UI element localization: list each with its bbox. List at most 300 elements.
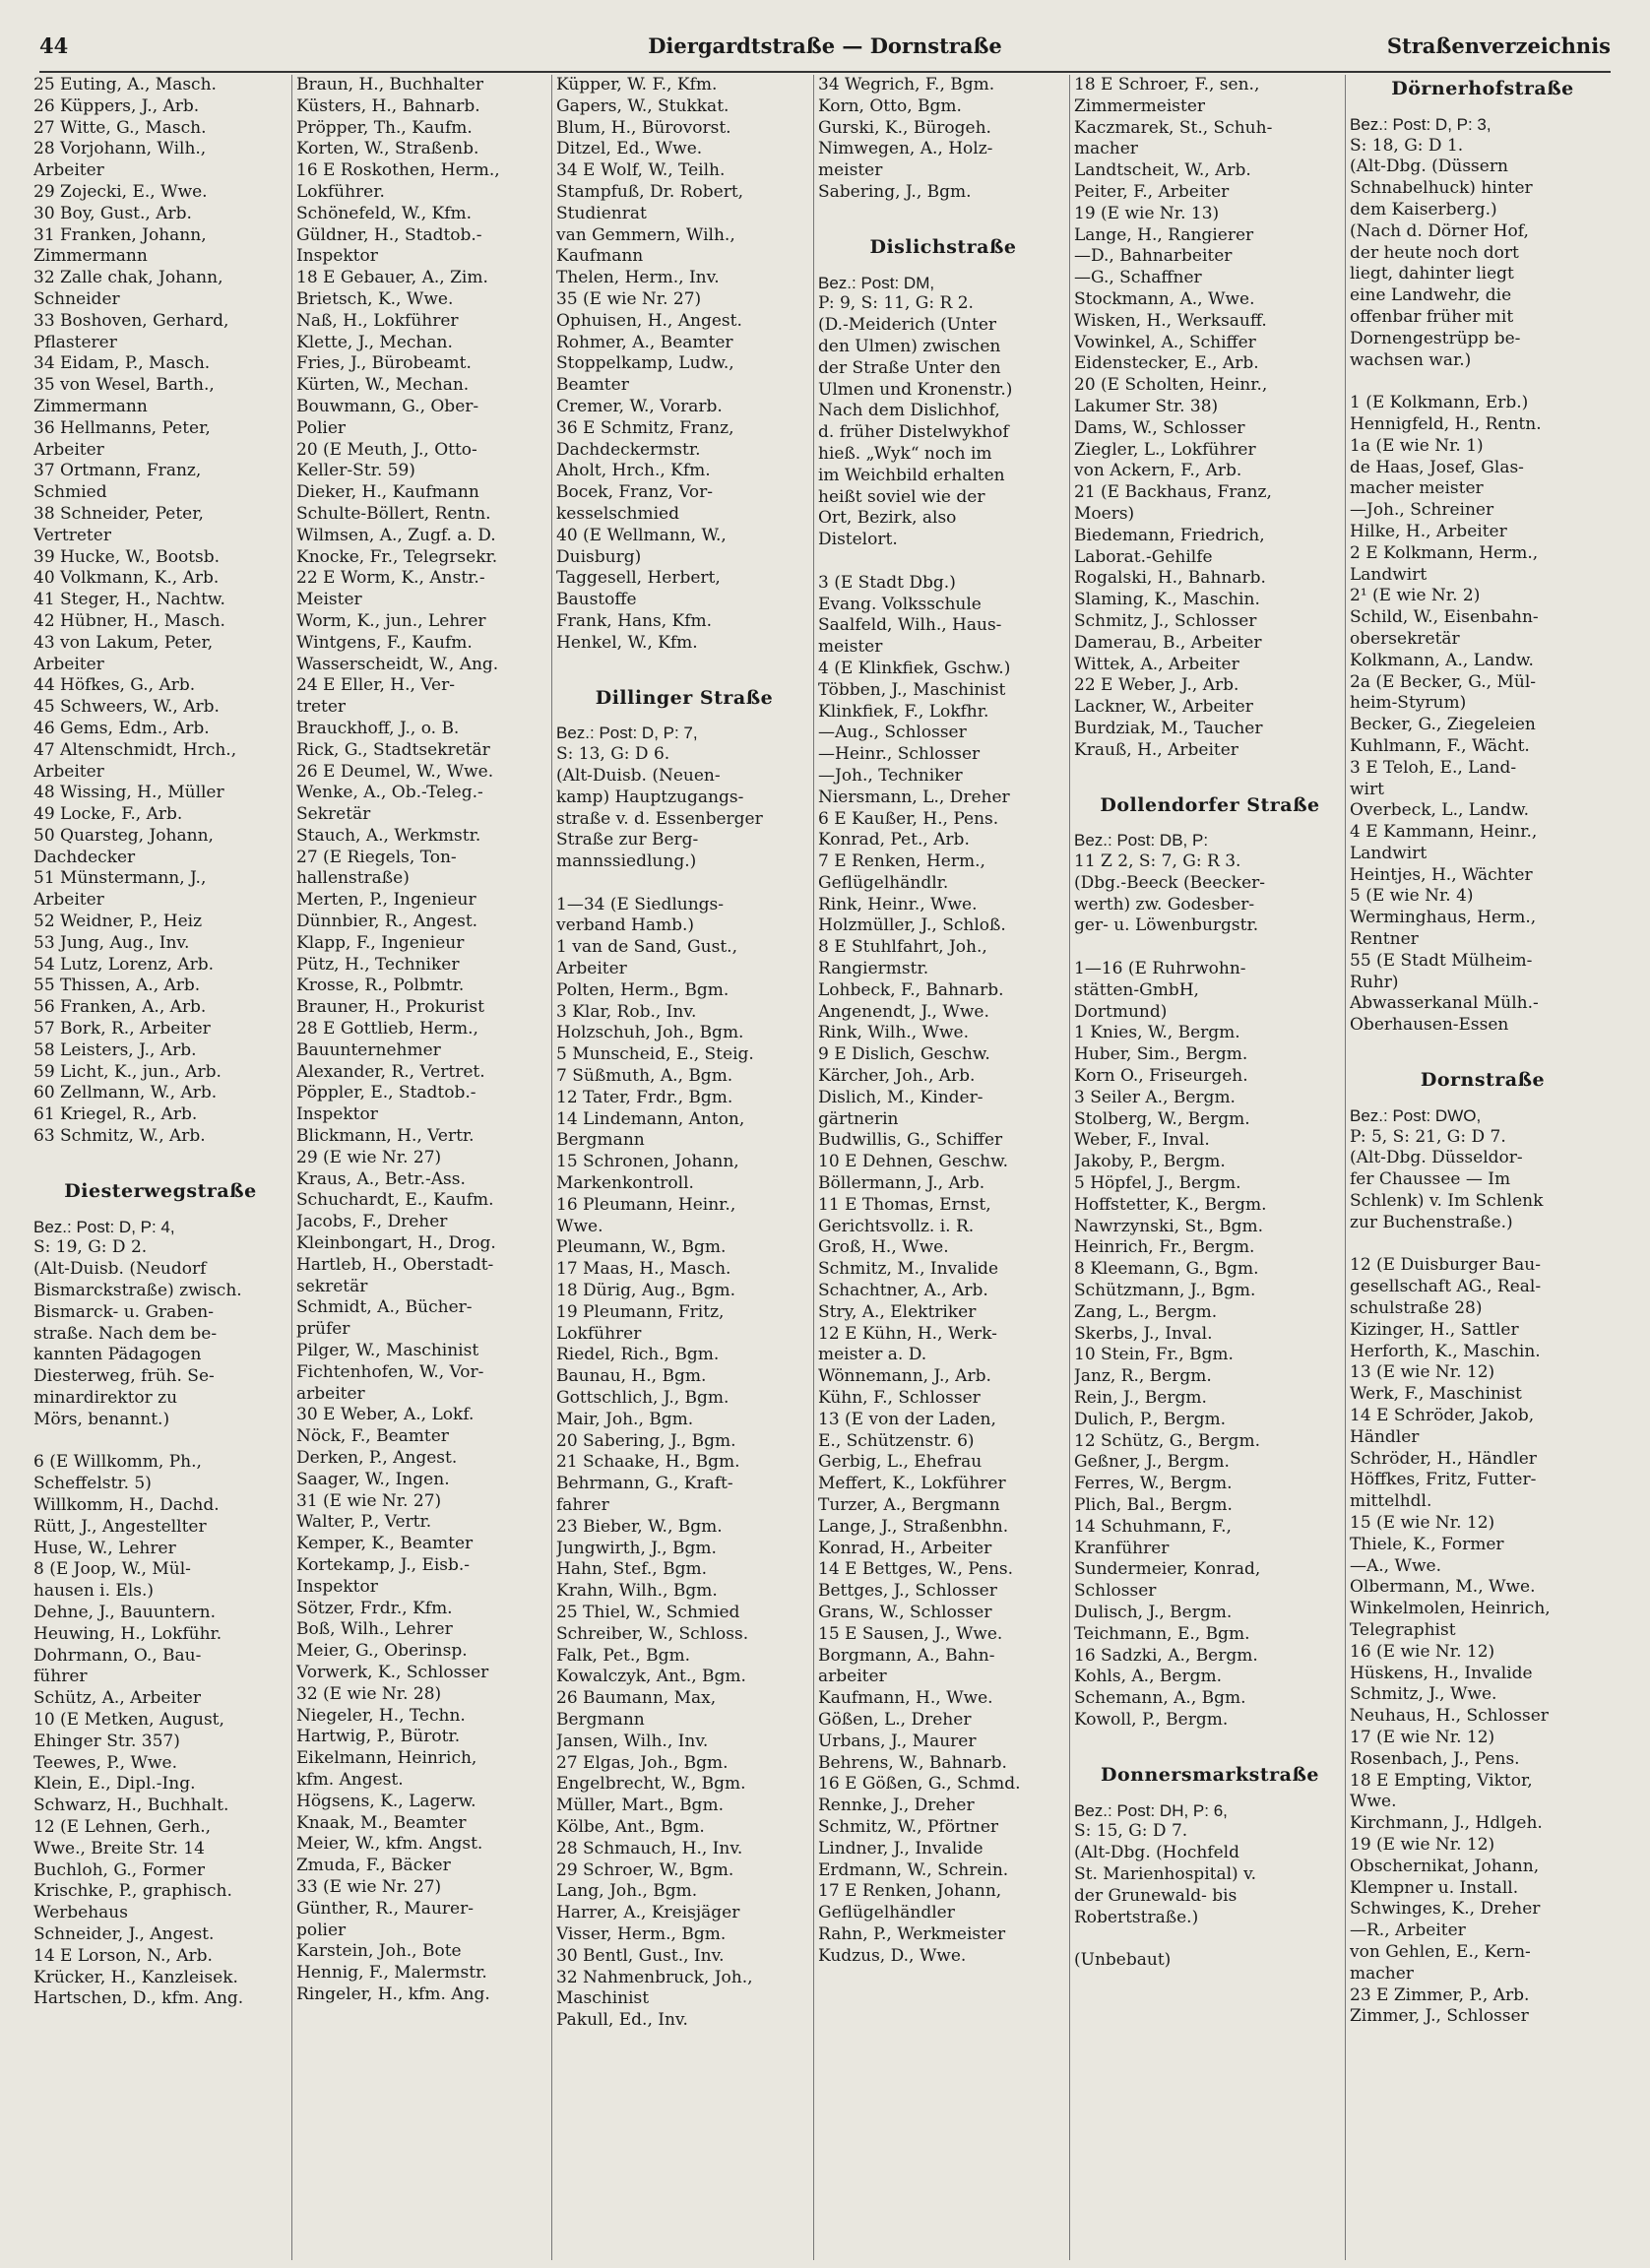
directory-line: 38 Schneider, Peter, [33, 503, 204, 524]
directory-line: Weber, F., Inval. [1074, 1130, 1210, 1151]
street-heading: Dillinger Straße [595, 687, 774, 709]
directory-line: Stolberg, W., Bergm. [1074, 1108, 1250, 1129]
directory-line: 5 Höpfel, J., Bergm. [1074, 1173, 1241, 1194]
directory-line: Aholt, Hrch., Kfm. [556, 461, 711, 481]
directory-line: Hüskens, H., Invalide [1350, 1663, 1533, 1683]
directory-line: Derken, P., Angest. [296, 1448, 458, 1468]
directory-line: Distelort. [818, 530, 898, 550]
directory-line: dem Kaiserberg.) [1350, 199, 1497, 220]
directory-line: 12 (E Duisburger Bau- [1350, 1255, 1541, 1276]
directory-line: Grans, W., Schlosser [818, 1602, 992, 1622]
directory-line: 32 (E wie Nr. 28) [296, 1683, 442, 1704]
directory-line: Zang, L., Bergm. [1074, 1301, 1218, 1322]
directory-line: 20 (E Meuth, J., Otto- [296, 439, 477, 460]
street-heading: Dornstraße [1420, 1070, 1546, 1092]
directory-line: Korn O., Friseurgeh. [1074, 1066, 1248, 1087]
directory-line: Krosse, R., Polbmtr. [296, 976, 465, 996]
directory-line: Schneider, J., Angest. [33, 1923, 215, 1944]
directory-line: 45 Schweers, W., Arb. [33, 697, 220, 718]
directory-line: 44 Höfkes, G., Arb. [33, 675, 196, 696]
directory-line: Kohls, A., Bergm. [1074, 1667, 1222, 1687]
directory-line: Güldner, H., Stadtob.- [296, 224, 482, 245]
directory-line: Heuwing, H., Lokführ. [33, 1623, 222, 1644]
directory-line: Werminghaus, Herm., [1350, 908, 1537, 928]
directory-line: Ophuisen, H., Angest. [556, 310, 742, 331]
directory-line: 31 Franken, Johann, [33, 224, 207, 245]
directory-line: Schemann, A., Bgm. [1074, 1688, 1246, 1709]
directory-line: van Gemmern, Wilh., [556, 224, 735, 245]
directory-line: Höffkes, Fritz, Futter- [1350, 1470, 1537, 1490]
directory-line: Küsters, H., Bahnarb. [296, 95, 480, 116]
directory-line: Taggesell, Herbert, [556, 568, 721, 589]
directory-line: Schmitz, J., Wwe. [1350, 1684, 1497, 1705]
directory-line: Moers) [1074, 503, 1135, 524]
directory-line: Arbeiter [556, 959, 627, 979]
directory-line: Müller, Mart., Bgm. [556, 1796, 724, 1816]
directory-line: Herforth, K., Maschin. [1350, 1341, 1541, 1361]
directory-line [1074, 937, 1346, 959]
directory-line: 27 (E Riegels, Ton- [296, 847, 457, 867]
directory-line: Werk, F., Maschinist [1350, 1384, 1522, 1405]
directory-line: straße. Nach dem be- [33, 1323, 218, 1344]
directory-line: Vertreter [33, 525, 111, 545]
directory-line: Günther, R., Maurer- [296, 1898, 474, 1919]
directory-line: 31 (E wie Nr. 27) [296, 1490, 442, 1511]
directory-line: Niegeler, H., Techn. [296, 1705, 466, 1726]
directory-line: Teichmann, E., Bgm. [1074, 1623, 1250, 1644]
directory-line: Henkel, W., Kfm. [556, 632, 698, 653]
directory-line: Rick, G., Stadtsekretär [296, 739, 490, 760]
directory-line: Schulte-Böllert, Rentn. [296, 503, 491, 524]
directory-line: 27 Witte, G., Masch. [33, 117, 207, 138]
directory-line: Schröder, H., Händler [1350, 1448, 1537, 1469]
directory-line: Thiele, K., Former [1350, 1534, 1504, 1554]
directory-line: Werbehaus [33, 1903, 128, 1923]
directory-line: (Alt-Dbg. (Hochfeld [1074, 1843, 1239, 1863]
directory-line: Bez.: Post: DB, P: [1074, 831, 1209, 850]
directory-line: schulstraße 28) [1350, 1298, 1483, 1319]
directory-line: Mair, Joh., Bgm. [556, 1409, 694, 1429]
directory-line: Klein, E., Dipl.-Ing. [33, 1774, 196, 1795]
directory-line: Schmitz, M., Invalide [818, 1259, 999, 1280]
directory-line: Gerichtsvollz. i. R. [818, 1216, 975, 1236]
directory-line: 18 E Schroer, F., sen., [1074, 75, 1260, 94]
directory-line: Schnabelhuck) hinter [1350, 178, 1533, 199]
directory-line: 28 Schmauch, H., Inv. [556, 1838, 743, 1858]
directory-line: Schmitz, J., Schlosser [1074, 610, 1257, 631]
directory-line: Stoppelkamp, Ludw., [556, 353, 734, 374]
directory-line: 42 Hübner, H., Masch. [33, 610, 225, 631]
directory-line: 16 (E wie Nr. 12) [1350, 1641, 1495, 1662]
directory-line: Evang. Volksschule [818, 594, 982, 614]
directory-line: Bez.: Post: DWO, [1350, 1105, 1482, 1125]
directory-line: Schmitz, W., Pförtner [818, 1816, 999, 1837]
directory-line: Stry, A., Elektriker [818, 1301, 977, 1322]
directory-line: Braun, H., Buchhalter [296, 75, 483, 94]
directory-line: (Alt-Dbg. Düsseldor- [1350, 1148, 1523, 1168]
directory-line: Sötzer, Frdr., Kfm. [296, 1598, 453, 1618]
directory-line: Ort, Bezirk, also [818, 508, 957, 529]
directory-line: Rein, J., Bergm. [1074, 1388, 1207, 1409]
directory-line: Lokführer. [296, 181, 385, 202]
directory-line: Kizinger, H., Sattler [1350, 1319, 1519, 1340]
directory-line: Boß, Wilh., Lehrer [296, 1619, 453, 1640]
directory-line: —Heinr., Schlosser [818, 744, 981, 765]
directory-line: Lohbeck, F., Bahnarb. [818, 979, 1004, 1000]
directory-line: Merten, P., Ingenieur [296, 890, 476, 911]
directory-line: Arbeiter [33, 439, 104, 460]
directory-line: 5 Munscheid, E., Steig. [556, 1044, 754, 1065]
directory-line: 19 (E wie Nr. 13) [1074, 203, 1220, 223]
directory-line: 11 E Thomas, Ernst, [818, 1194, 991, 1215]
directory-line: meister [818, 637, 883, 658]
directory-line: Visser, Herm., Bgm. [556, 1923, 727, 1944]
directory-line: Straße zur Berg- [556, 830, 699, 850]
directory-line: Neuhaus, H., Schlosser [1350, 1706, 1549, 1727]
directory-line: Abwasserkanal Mülh.- [1350, 993, 1539, 1014]
directory-line: (Alt-Dbg. (Düssern [1350, 157, 1508, 177]
directory-line: Vorwerk, K., Schlosser [296, 1662, 489, 1682]
directory-line: Krauß, H., Arbeiter [1074, 739, 1238, 760]
directory-line: Klinkfiek, F., Lokfhr. [818, 701, 989, 722]
directory-line: Schneider [33, 288, 120, 309]
directory-line: Scheffelstr. 5) [33, 1474, 152, 1494]
directory-line: treter [296, 697, 347, 718]
directory-line: Dünnbier, R., Angest. [296, 912, 478, 932]
directory-line: wachsen war.) [1350, 349, 1472, 370]
directory-line: Stampfuß, Dr. Robert, [556, 181, 744, 202]
directory-line: Slaming, K., Maschin. [1074, 590, 1260, 610]
directory-line: Ferres, W., Bergm. [1074, 1474, 1233, 1494]
directory-line: Kortekamp, J., Eisb.- [296, 1554, 471, 1575]
directory-line: Gottschlich, J., Bgm. [556, 1388, 730, 1409]
directory-line: Bez.: Post: D, P: 3, [1350, 114, 1491, 134]
directory-line: Dornengestrüpp be- [1350, 328, 1521, 348]
directory-line: arbeiter [818, 1667, 887, 1687]
directory-line: 1a (E wie Nr. 1) [1350, 435, 1484, 456]
directory-line: S: 19, G: D 2. [33, 1237, 148, 1258]
directory-line: mannssiedlung.) [556, 851, 697, 872]
directory-line: 1—34 (E Siedlungs- [556, 894, 725, 914]
directory-line: Huber, Sim., Bergm. [1074, 1044, 1248, 1065]
directory-line: 11 Z 2, S: 7, G: R 3. [1074, 851, 1241, 872]
directory-line: Zimmer, J., Schlosser [1350, 2006, 1529, 2027]
street-heading: Donnersmarkstraße [1101, 1764, 1319, 1786]
directory-line: Wenke, A., Ob.-Teleg.- [296, 783, 483, 803]
directory-line: —Joh., Techniker [818, 765, 963, 786]
directory-line: 41 Steger, H., Nachtw. [33, 590, 225, 610]
directory-line: Zmuda, F., Bäcker [296, 1856, 451, 1876]
directory-line [33, 1431, 287, 1453]
directory-line: P: 9, S: 11, G: R 2. [818, 293, 974, 314]
directory-line: 10 Stein, Fr., Bgm. [1074, 1345, 1234, 1365]
directory-line: Lange, H., Rangierer [1074, 224, 1254, 245]
directory-line: der heute noch dort [1350, 242, 1519, 263]
directory-line: d. früher Distelwykhof [818, 422, 1009, 443]
directory-line: Inspektor [296, 246, 378, 267]
directory-line: 25 Thiel, W., Schmied [556, 1602, 740, 1622]
directory-line: 55 Thissen, A., Arb. [33, 976, 201, 996]
directory-line: Fries, J., Bürobeamt. [296, 353, 472, 374]
directory-line: 16 Sadzki, A., Bergm. [1074, 1645, 1258, 1666]
column-1 [33, 75, 287, 2260]
directory-line: 29 (E wie Nr. 27) [296, 1147, 442, 1167]
directory-line: 21 (E Backhaus, Franz, [1074, 482, 1272, 503]
directory-line: Meier, G., Oberinsp. [296, 1641, 468, 1662]
directory-line: Pöppler, E., Stadtob.- [296, 1083, 476, 1103]
directory-line: 30 Boy, Gust., Arb. [33, 203, 192, 223]
directory-line: Wwe. [1350, 1792, 1397, 1812]
directory-line: Peiter, F., Arbeiter [1074, 181, 1230, 202]
directory-line: Hennig, F., Malermstr. [296, 1963, 487, 1984]
directory-line: Kuhlmann, F., Wächt. [1350, 735, 1530, 756]
directory-line: Nach dem Dislichhof, [818, 401, 1000, 421]
directory-line: 40 (E Wellmann, W., [556, 525, 727, 545]
directory-line: Biedemann, Friedrich, [1074, 525, 1265, 545]
directory-line: Knocke, Fr., Telegrsekr. [296, 546, 498, 567]
directory-line: 3 Seiler A., Bergm. [1074, 1087, 1236, 1107]
directory-line: de Haas, Josef, Glas- [1350, 457, 1524, 477]
directory-line: Bez.: Post: D, P: 4, [33, 1217, 175, 1236]
directory-line: Schütz, A., Arbeiter [33, 1688, 201, 1709]
directory-line: Lakumer Str. 38) [1074, 396, 1219, 416]
directory-line: 37 Ortmann, Franz, [33, 461, 202, 481]
directory-line: Vowinkel, A., Schiffer [1074, 332, 1256, 352]
directory-line: —R., Arbeiter [1350, 1921, 1466, 1941]
directory-line: Alexander, R., Vertret. [296, 1061, 485, 1082]
directory-line: 43 von Lakum, Peter, [33, 632, 214, 653]
directory-line: Krahn, Wilh., Bgm. [556, 1581, 718, 1602]
directory-line: 57 Bork, R., Arbeiter [33, 1019, 211, 1040]
directory-line: Niersmann, L., Dreher [818, 787, 1010, 807]
directory-line: 23 E Zimmer, P., Arb. [1350, 1984, 1530, 2005]
directory-line: Schuchardt, E., Kaufm. [296, 1190, 494, 1211]
directory-line: Gapers, W., Stukkat. [556, 95, 730, 116]
directory-line: Hahn, Stef., Bgm. [556, 1559, 707, 1580]
directory-line: 27 Elgas, Joh., Bgm. [556, 1752, 729, 1773]
directory-line: 26 E Deumel, W., Wwe. [296, 761, 494, 782]
directory-line: hieß. „Wyk“ noch im [818, 443, 992, 464]
directory-line: Ehinger Str. 357) [33, 1731, 180, 1751]
directory-line: Hartschen, D., kfm. Ang. [33, 1988, 244, 2009]
directory-line: Urbans, J., Maurer [818, 1731, 977, 1751]
directory-line: 15 E Sausen, J., Wwe. [818, 1623, 1003, 1644]
directory-line: Geflügelhändler [818, 1903, 955, 1923]
directory-line: Borgmann, A., Bahn- [818, 1645, 995, 1666]
column-3 [551, 75, 812, 2260]
column-2 [291, 75, 550, 2260]
directory-line: Holzmüller, J., Schloß. [818, 915, 1006, 936]
directory-line: Dehne, J., Bauuntern. [33, 1602, 217, 1622]
directory-line: Saager, W., Ingen. [296, 1469, 450, 1489]
directory-line: Inspektor [296, 1104, 378, 1125]
directory-line: stätten-GmbH, [1074, 979, 1199, 1000]
directory-line: Rahn, P., Werkmeister [818, 1923, 1006, 1944]
directory-line: Meffert, K., Lokführer [818, 1474, 1006, 1494]
directory-line: Lokführer [556, 1323, 642, 1344]
directory-line: ger- u. Löwenburgstr. [1074, 915, 1259, 936]
directory-line: Dortmund) [1074, 1001, 1168, 1022]
column-5 [1069, 75, 1346, 2260]
directory-line: Frank, Hans, Kfm. [556, 610, 713, 631]
directory-line: 33 (E wie Nr. 27) [296, 1876, 442, 1897]
directory-line: 7 Süßmuth, A., Bgm. [556, 1066, 733, 1087]
directory-line: Engelbrecht, W., Bgm. [556, 1774, 746, 1795]
directory-line: 12 Tater, Frdr., Bgm. [556, 1087, 733, 1107]
directory-line: 26 Baumann, Max, [556, 1688, 717, 1709]
directory-line: 32 Nahmenbruck, Joh., [556, 1967, 753, 1987]
directory-line: Schachtner, A., Arb. [818, 1281, 988, 1301]
directory-line: der Grunewald- bis [1074, 1885, 1238, 1906]
directory-line: Blum, H., Bürovorst. [556, 117, 731, 138]
directory-line: —A., Wwe. [1350, 1555, 1441, 1576]
directory-line [1350, 371, 1616, 393]
directory-line: Pakull, Ed., Inv. [556, 2010, 688, 2031]
directory-line: eine Landwehr, die [1350, 285, 1512, 306]
directory-line: Erdmann, W., Schrein. [818, 1859, 1009, 1880]
directory-line: gesellschaft AG., Real- [1350, 1277, 1542, 1297]
directory-line: Hoffstetter, K., Bergm. [1074, 1194, 1267, 1215]
directory-line: Blickmann, H., Vertr. [296, 1126, 475, 1147]
directory-line: Winkelmolen, Heinrich, [1350, 1599, 1551, 1619]
directory-line: Dulich, P., Bergm. [1074, 1409, 1227, 1429]
directory-line: Kraus, A., Betr.-Ass. [296, 1168, 466, 1189]
directory-line: Diesterweg, früh. Se- [33, 1366, 215, 1387]
directory-line: Plich, Bal., Bergm. [1074, 1495, 1233, 1515]
directory-line: zur Buchenstraße.) [1350, 1212, 1513, 1232]
directory-line: 58 Leisters, J., Arb. [33, 1040, 197, 1060]
directory-line [1074, 1928, 1346, 1950]
directory-line: (Unbebaut) [1074, 1950, 1172, 1971]
directory-line: Brauner, H., Prokurist [296, 997, 484, 1018]
directory-line: Worm, K., jun., Lehrer [296, 610, 486, 631]
directory-line: Naß, H., Lokführer [296, 310, 459, 331]
directory-line: Behrens, W., Bahnarb. [818, 1752, 1007, 1773]
directory-line: 14 Lindemann, Anton, [556, 1108, 745, 1129]
directory-line: Schreiber, W., Schloss. [556, 1623, 749, 1644]
directory-line: werth) zw. Godesber- [1074, 894, 1255, 914]
directory-line: Rosenbach, J., Pens. [1350, 1748, 1520, 1769]
directory-line: Pleumann, W., Bgm. [556, 1237, 727, 1258]
directory-line: kfm. Angest. [296, 1769, 404, 1790]
directory-line: Mörs, benannt.) [33, 1409, 170, 1429]
directory-line: 10 (E Metken, August, [33, 1709, 224, 1730]
directory-line: Willkomm, H., Dachd. [33, 1495, 220, 1515]
directory-line: Huse, W., Lehrer [33, 1538, 176, 1558]
directory-line: Damerau, B., Arbeiter [1074, 632, 1262, 653]
directory-line: 17 E Renken, Johann, [818, 1881, 1002, 1902]
directory-line: 25 Euting, A., Masch. [33, 75, 217, 94]
directory-line: Meister [296, 590, 362, 610]
directory-line: Landtscheit, W., Arb. [1074, 160, 1251, 181]
directory-line: Jakoby, P., Bergm. [1074, 1152, 1226, 1172]
directory-line: heißt soviel wie der [818, 486, 985, 507]
directory-line: 12 Schütz, G., Bergm. [1074, 1430, 1260, 1451]
directory-line: Walter, P., Vertr. [296, 1512, 432, 1533]
directory-line: Schützmann, J., Bgm. [1074, 1281, 1256, 1301]
directory-line: Turzer, A., Bergmann [818, 1495, 1000, 1515]
directory-line: Nawrzynski, St., Bgm. [1074, 1216, 1264, 1236]
directory-line: 34 E Wolf, W., Teilh. [556, 160, 726, 181]
directory-line: Angenendt, J., Wwe. [818, 1001, 989, 1022]
directory-line: Fichtenhofen, W., Vor- [296, 1361, 484, 1382]
directory-line: 7 E Renken, Herm., [818, 851, 985, 872]
directory-line: Nimwegen, A., Holz- [818, 139, 993, 159]
directory-line: 16 E Gößen, G., Schmd. [818, 1774, 1021, 1795]
directory-line: heim-Styrum) [1350, 693, 1467, 714]
directory-line: Schwinges, K., Dreher [1350, 1899, 1541, 1920]
directory-line: Bez.: Post: DH, P: 6, [1074, 1800, 1228, 1820]
directory-line: Sabering, J., Bgm. [818, 181, 972, 202]
directory-line: 13 (E wie Nr. 12) [1350, 1362, 1495, 1383]
directory-line: kesselschmied [556, 503, 680, 524]
directory-line: Rennke, J., Dreher [818, 1796, 975, 1816]
directory-line: 13 (E von der Laden, [818, 1409, 996, 1429]
directory-line: Landwirt [1350, 843, 1428, 863]
directory-line: Inspektor [296, 1576, 378, 1597]
directory-line: 29 Schroer, W., Bgm. [556, 1859, 734, 1880]
directory-line: Kürten, W., Mechan. [296, 375, 470, 396]
directory-line: Lange, J., Straßenbhn. [818, 1516, 1009, 1537]
directory-line: 2a (E Becker, G., Mül- [1350, 671, 1537, 692]
directory-line: P: 5, S: 21, G: D 7. [1350, 1126, 1506, 1147]
directory-line: Brauckhoff, J., o. B. [296, 718, 460, 738]
directory-line: Ringeler, H., kfm. Ang. [296, 1984, 490, 2004]
directory-line: 19 (E wie Nr. 12) [1350, 1834, 1495, 1855]
directory-line: Konrad, H., Arbeiter [818, 1538, 992, 1558]
directory-line: der Straße Unter den [818, 357, 1001, 378]
directory-line: 20 (E Scholten, Heinr., [1074, 375, 1268, 396]
directory-line: Rangiermstr. [818, 959, 929, 979]
directory-line: Kolkmann, A., Landw. [1350, 650, 1534, 670]
directory-line: Groß, H., Wwe. [818, 1237, 949, 1258]
directory-line: Behrmann, G., Kraft- [556, 1474, 733, 1494]
directory-line: 1 Knies, W., Bergm. [1074, 1023, 1240, 1043]
directory-line: hallenstraße) [296, 868, 410, 889]
directory-line: minardirektor zu [33, 1388, 178, 1409]
directory-line [1350, 1234, 1616, 1256]
directory-line: 47 Altenschmidt, Hrch., [33, 739, 237, 760]
directory-line: Hennigfeld, H., Rentn. [1350, 413, 1542, 434]
directory-line [556, 873, 812, 895]
page-title: Diergardtstraße — Dornstraße [648, 33, 1002, 58]
directory-line: Arbeiter [33, 761, 104, 782]
directory-line: Burdziak, M., Taucher [1074, 718, 1263, 738]
directory-line: 18 E Gebauer, A., Zim. [296, 268, 488, 288]
directory-line: Baunau, H., Bgm. [556, 1366, 707, 1387]
directory-line: Hartleb, H., Oberstadt- [296, 1254, 494, 1275]
directory-line: 19 Pleumann, Fritz, [556, 1301, 725, 1322]
directory-line: Kärcher, Joh., Arb. [818, 1066, 976, 1087]
directory-line: (D.-Meiderich (Unter [818, 315, 997, 336]
directory-line: 14 Schuhmann, F., [1074, 1516, 1232, 1537]
directory-line: Riedel, Rich., Bgm. [556, 1345, 720, 1365]
directory-line: Händler [1350, 1426, 1420, 1447]
directory-line: 8 E Stuhlfahrt, Joh., [818, 937, 987, 958]
directory-line: Bocek, Franz, Vor- [556, 482, 714, 503]
directory-line: 10 E Dehnen, Geschw. [818, 1152, 1009, 1172]
directory-line: meister [818, 160, 883, 181]
directory-line: Pröpper, Th., Kaufm. [296, 117, 473, 138]
directory-line: Schlenk) v. Im Schlenk [1350, 1191, 1544, 1212]
directory-line: Klapp, F., Ingenieur [296, 932, 465, 953]
directory-line: Cremer, W., Vorarb. [556, 396, 723, 416]
directory-line: Bergmann [556, 1709, 645, 1730]
directory-line: Gurski, K., Bürogeh. [818, 117, 991, 138]
directory-line: Geflügelhändlr. [818, 872, 949, 893]
directory-line: Rink, Heinr., Wwe. [818, 894, 978, 914]
directory-line: Knaak, M., Beamter [296, 1812, 467, 1833]
